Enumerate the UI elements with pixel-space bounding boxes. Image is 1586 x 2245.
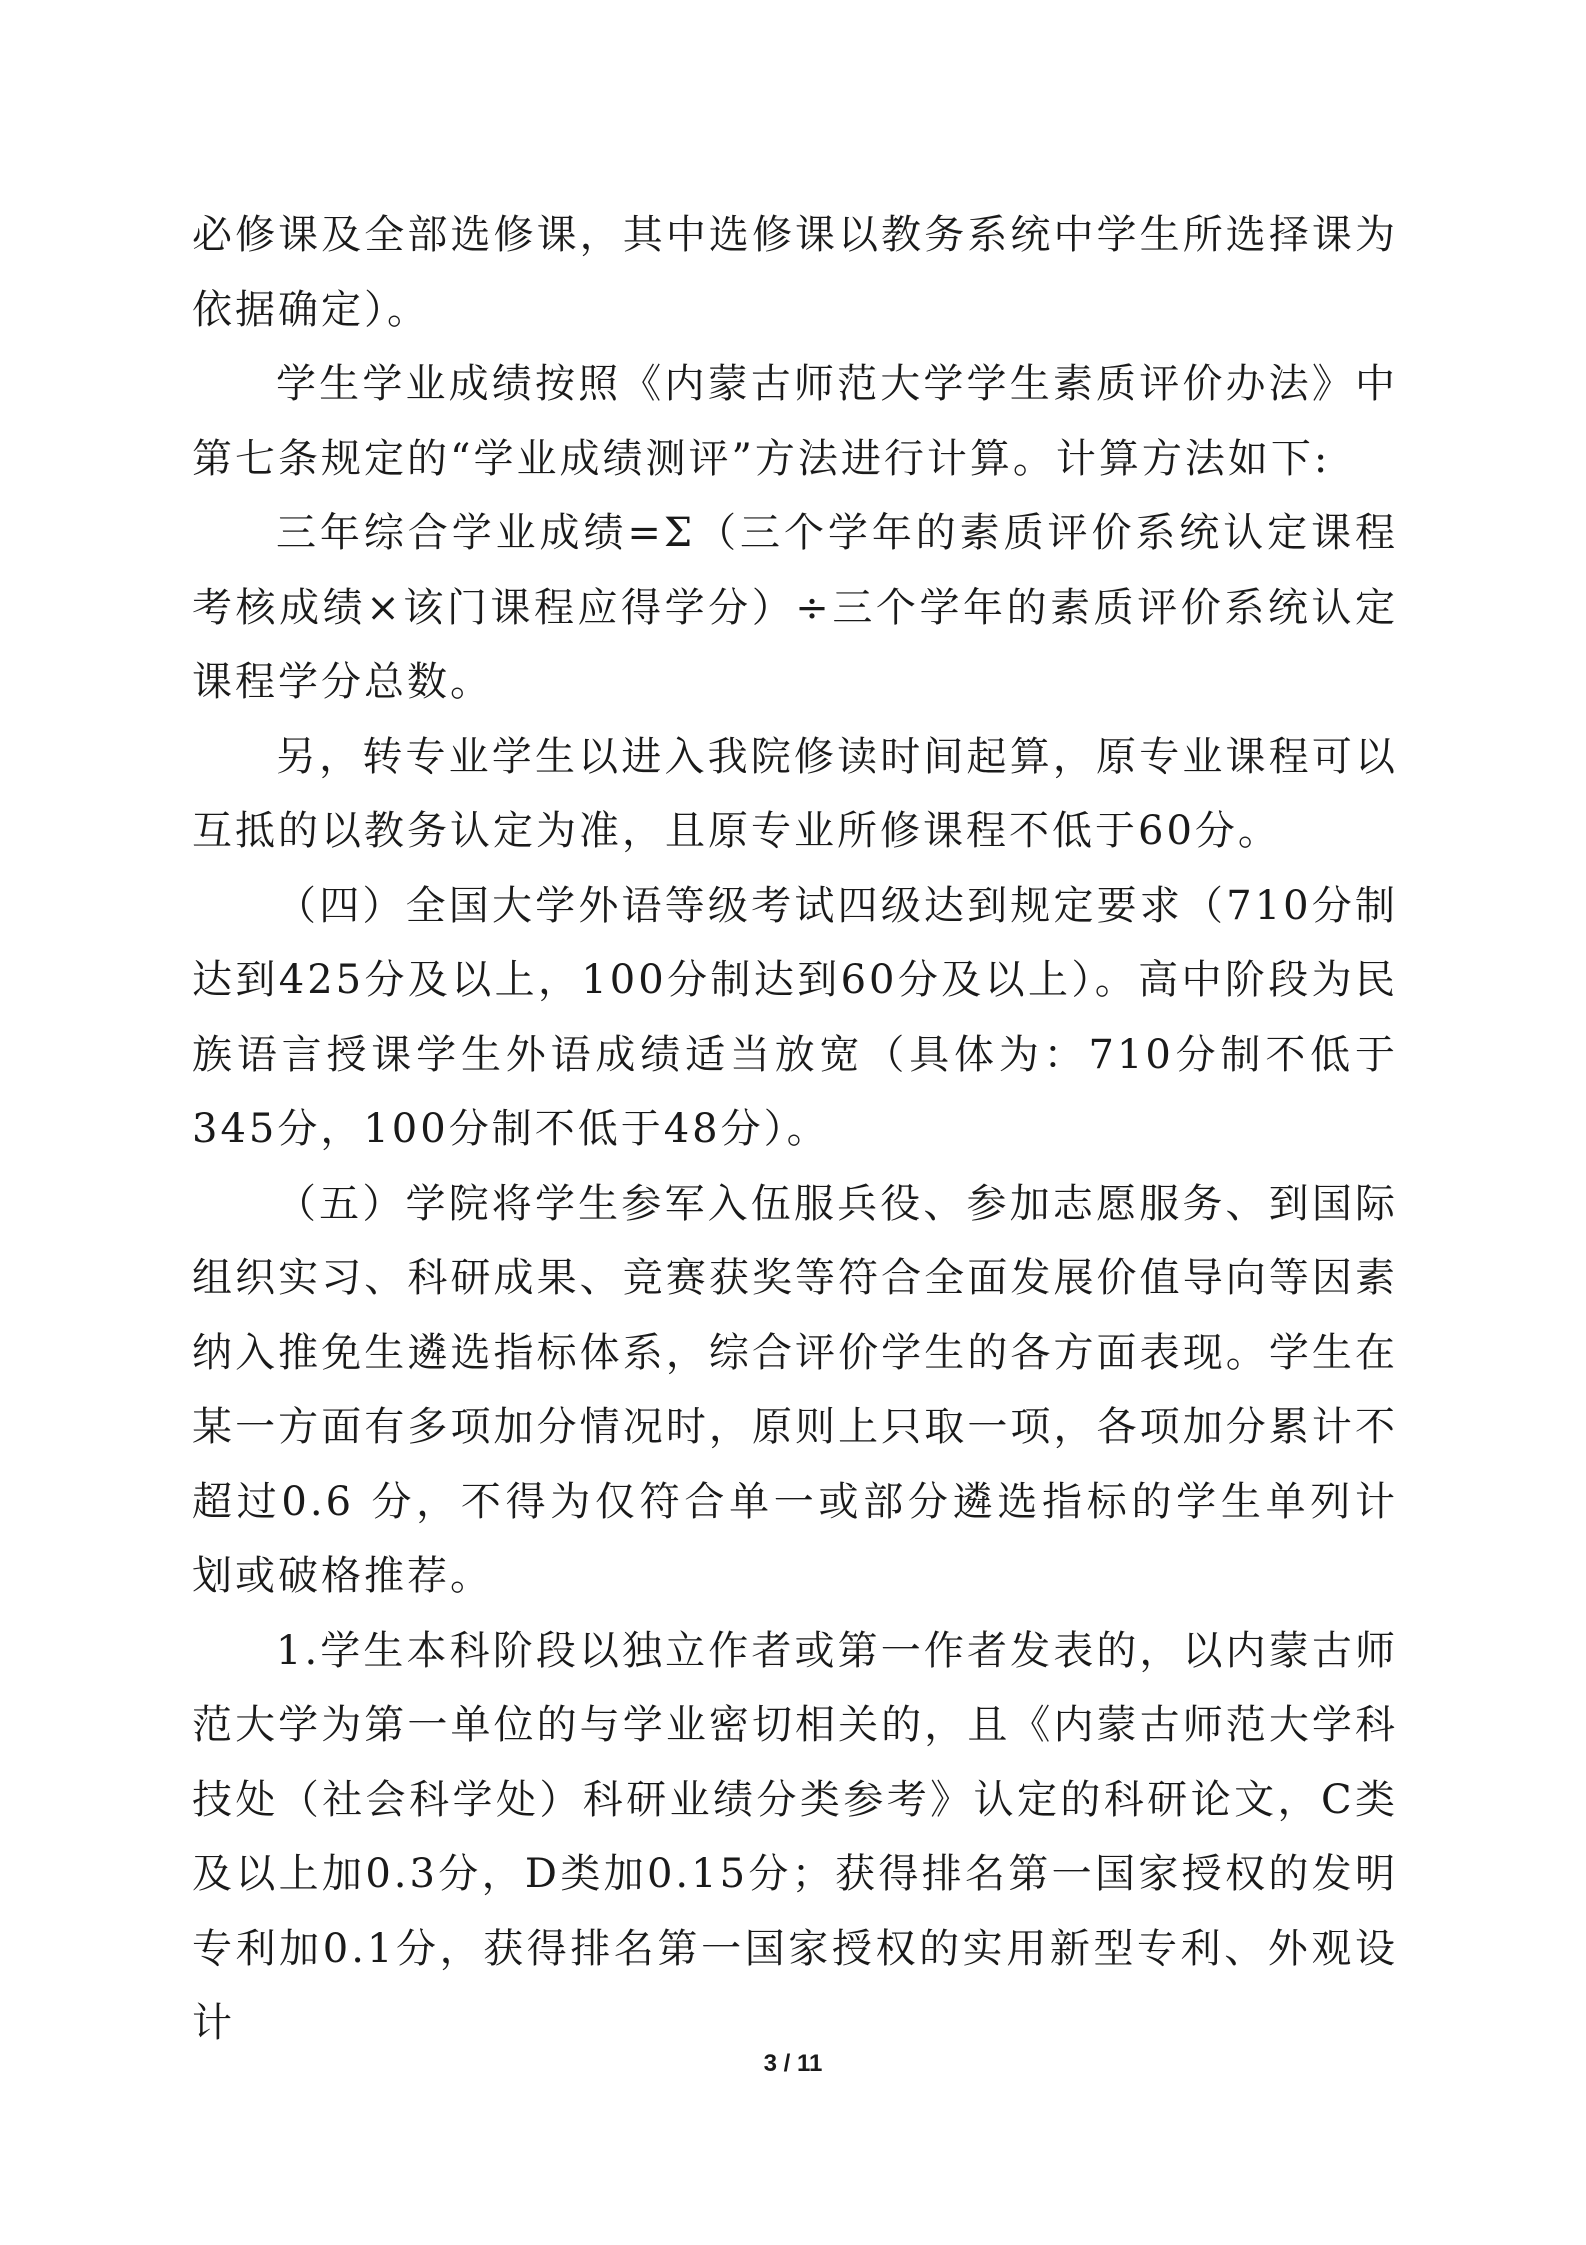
document-body bbox=[192, 198, 1398, 2061]
paragraph-2: 学生学业成绩按照《内蒙古师范大学学生素质评价办法》中第七条规定的“学业成绩测评”方法进行计算。计算方法如下: bbox=[192, 361, 1398, 482]
paragraph-1: 必修课及全部选修课，其中选修课以教务系统中学生所选择课为依据确定）。 bbox=[192, 212, 1398, 333]
paragraph-6: （五）学院将学生参军入伍服兵役、参加志愿服务、到国际组织实习、科研成果、竞赛获奖等符合全面发展价值导向等因素纳入推免生遴选指标体系，综合评价学生的各方面表现。学生在某一方面有多项加分情况时，原则上只取一项，各项加分累计不超过0.6 分，不得为仅符合单一或部分遴选指标的学生单列计划或破格推荐。 bbox=[192, 1180, 1398, 1599]
paragraph-4: 另，转专业学生以进入我院修读时间起算，原专业课程可以互抵的以教务认定为准，且原专业所修课程不低于60分。 bbox=[192, 733, 1398, 854]
paragraph-3: 三年综合学业成绩=Σ（三个学年的素质评价系统认定课程考核成绩×该门课程应得学分）÷三个学年的素质评价系统认定课程学分总数。 bbox=[192, 510, 1398, 705]
paragraph-5: （四）全国大学外语等级考试四级达到规定要求（710分制达到425分及以上，100分制达到60分及以上）。高中阶段为民族语言授课学生外语成绩适当放宽（具体为：710分制不低于345分，100分制不低于48分）。 bbox=[192, 882, 1398, 1152]
paragraph-7: 1.学生本科阶段以独立作者或第一作者发表的，以内蒙古师范大学为第一单位的与学业密切相关的，且《内蒙古师范大学科技处（社会科学处）科研业绩分类参考》认定的科研论文，C类及以上加0.3分，D类加0.15分；获得排名第一国家授权的发明专利加0.1分，获得排名第一国家授权的实用新型专利、外观设计 bbox=[192, 1627, 1398, 2046]
page-number: 3 / 11 bbox=[763, 2050, 823, 2077]
